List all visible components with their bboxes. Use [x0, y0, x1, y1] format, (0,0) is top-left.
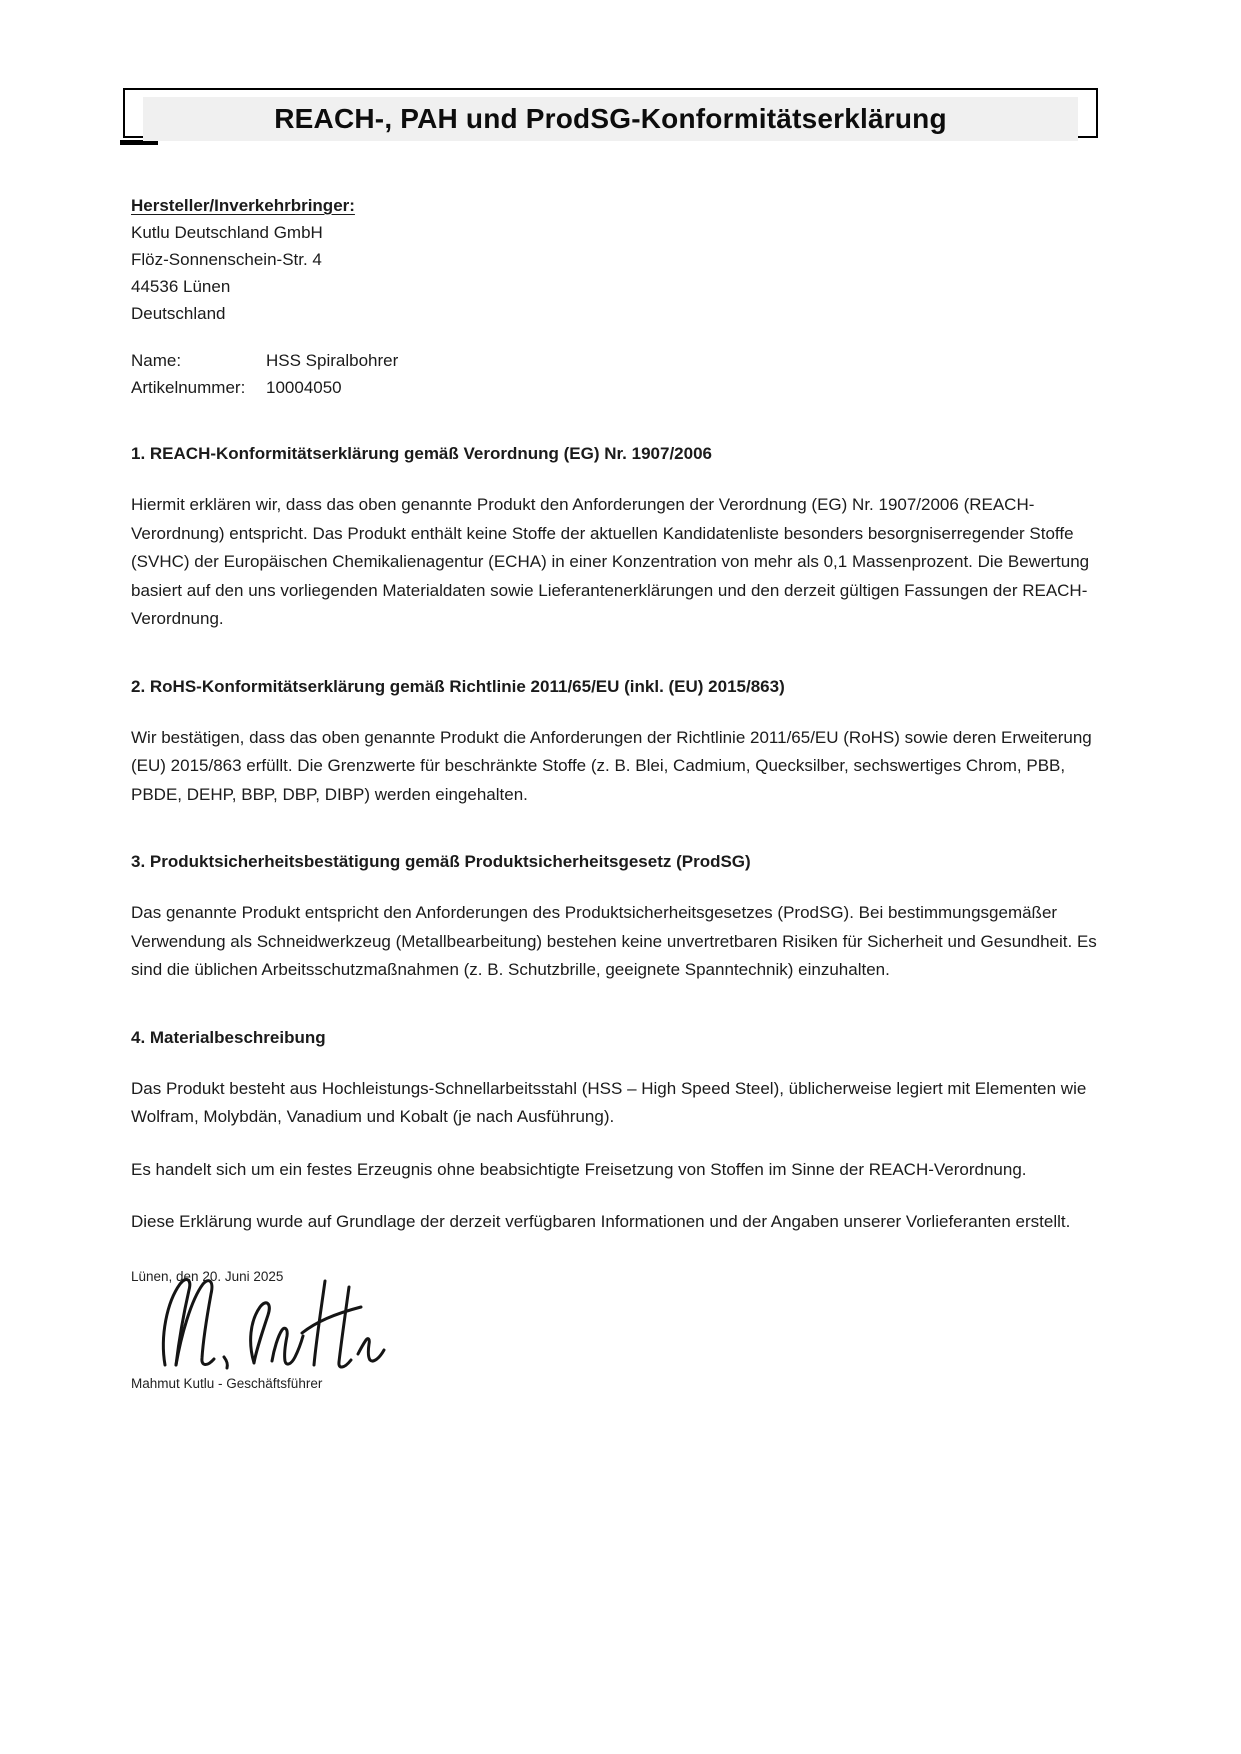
section-2-body: Wir bestätigen, dass das oben genannte Produkt die Anforderungen der Richtlinie 2011/65/EU (RoHS) sowie deren Erweiterung (EU) 2015/863 erfüllt. Die Grenzwerte für beschränkte Stoffe (z. B. Blei, Cadmium, Quecksilber, sechswertiges Chrom, PBB, PBDE, DEHP, BBP, DBP, DIBP) werden eingehalten. — [131, 727, 1092, 804]
title-box — [123, 88, 1098, 138]
product-name-row — [131, 347, 1111, 374]
manufacturer-heading: Hersteller/Inverkehrbringer: — [131, 196, 355, 215]
signature-image — [153, 1272, 393, 1372]
sections — [131, 441, 1111, 1237]
page-title: REACH-, PAH und ProdSG-Konformitätserklärung — [274, 103, 947, 134]
section-4-heading: 4. Materialbeschreibung — [131, 1027, 326, 1047]
manufacturer-city: 44536 Lünen — [131, 277, 231, 296]
closing-paragraph-2: Diese Erklärung wurde auf Grundlage der derzeit verfügbaren Informationen und der Angaben unserer Vorlieferanten erstellt. — [131, 1212, 1071, 1231]
product-name-label: Name: — [131, 351, 182, 370]
manufacturer-block — [131, 192, 1111, 327]
article-number-value: 10004050 — [266, 378, 342, 397]
section-2-heading: 2. RoHS-Konformitätserklärung gemäß Richtlinie 2011/65/EU (inkl. (EU) 2015/863) — [131, 676, 785, 696]
manufacturer-country: Deutschland — [131, 304, 226, 323]
section-3-body: Das genannte Produkt entspricht den Anforderungen des Produktsicherheitsgesetzes (ProdSG). Bei bestimmungsgemäßer Verwendung als Schneidwerkzeug (Metallbearbeitung) bestehen keine unvertretbaren Risiken für Sicherheit und Gesundheit. Es sind die üblichen Arbeitsschutzmaßnahmen (z. B. Schutzbrille, geeignete Spanntechnik) einzuhalten. — [131, 903, 1097, 979]
date-line: Lünen, den 20. Juni 2025 — [131, 1268, 284, 1284]
section-4-body: Das Produkt besteht aus Hochleistungs-Schnellarbeitsstahl (HSS – High Speed Steel), üblicherweise legiert mit Elementen wie Wolfram, Molybdän, Vanadium und Kobalt (je nach Ausführung). — [131, 1078, 1087, 1126]
product-block — [131, 347, 1111, 401]
signer-caption: Mahmut Kutlu - Geschäftsführer — [131, 1375, 323, 1391]
section-1-heading: 1. REACH-Konformitätserklärung gemäß Verordnung (EG) Nr. 1907/2006 — [131, 444, 712, 463]
section-1-body: Hiermit erklären wir, dass das oben genannte Produkt den Anforderungen der Verordnung (EG) Nr. 1907/2006 (REACH-Verordnung) entspricht. Das Produkt enthält keine Stoffe der aktuellen Kandidatenliste besonders besorgniserregender Stoffe (SVHC) der Europäischen Chemikalienagentur (ECHA) in einer Konzentration von mehr als 0,1 Massenprozent. Die Bewertung basiert auf den uns vorliegenden Materialdaten sowie Lieferantenerklärungen und den derzeit gültigen Fassungen der REACH-Verordnung. — [131, 495, 1090, 628]
closing-paragraph-1: Es handelt sich um ein festes Erzeugnis ohne beabsichtigte Freisetzung von Stoffen im Sinne der REACH-Verordnung. — [131, 1159, 1027, 1179]
manufacturer-company: Kutlu Deutschland GmbH — [131, 223, 323, 242]
title-bar — [143, 97, 1078, 141]
section-3-heading: 3. Produktsicherheitsbestätigung gemäß Produktsicherheitsgesetz (ProdSG) — [131, 852, 751, 871]
manufacturer-street: Flöz-Sonnenschein-Str. 4 — [131, 250, 322, 269]
product-name-value: HSS Spiralbohrer — [266, 351, 399, 370]
article-number-label: Artikelnummer: — [131, 378, 246, 397]
article-number-row — [131, 374, 1111, 401]
